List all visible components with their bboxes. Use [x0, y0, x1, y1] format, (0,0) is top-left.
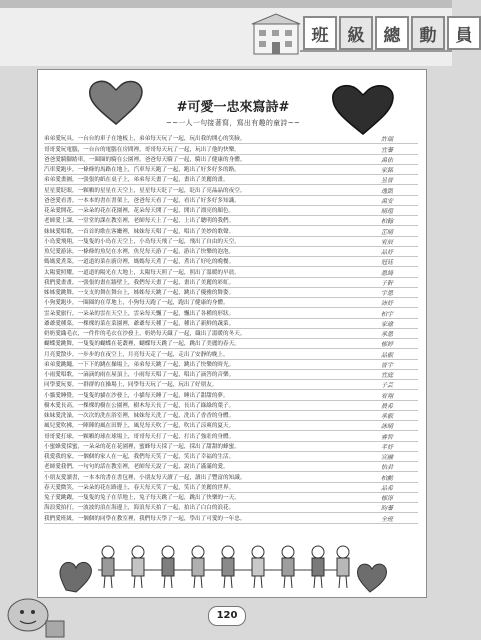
- line-text: 小鳥愛飛翔，一隻隻的小鳥在天空上，小鳥每天飛了一起，飛出了自由的天空。: [44, 238, 240, 245]
- poem-line: [44, 226, 418, 236]
- line-author: 許瑞: [381, 136, 394, 144]
- line-author: 宥辰: [381, 238, 394, 246]
- line-author: 睿哲: [381, 433, 394, 441]
- banner-char: 總: [375, 16, 409, 50]
- poem-line: [44, 155, 418, 165]
- children-holding-hands-illustration: [58, 538, 398, 594]
- line-author: 柏宇: [381, 310, 394, 318]
- line-text: 弟弟愛玩具，一台台的車子在地板上，弟弟每天玩了一起，玩出我的開心的笑臉。: [44, 136, 246, 143]
- line-author: 品叡: [381, 351, 394, 359]
- line-text: 奶奶愛織毛衣，一件件的毛衣在沙發上，奶奶每天織了一起，織出了溫暖的冬天。: [44, 331, 246, 337]
- line-text: 小貓愛睡覺，一隻隻的貓在沙發上，小貓每天睡了一起，睡出了甜甜的夢。: [44, 392, 229, 399]
- class-banner: [303, 16, 481, 50]
- line-text: 蝴蝶愛跳舞，一隻隻的蝴蝶在花叢裡，蝴蝶每天跳了一起，跳出了美麗的春天。: [44, 341, 240, 348]
- poem-line: [44, 165, 418, 175]
- line-author: 子芸: [381, 382, 394, 390]
- line-text: 小雨愛唱歌，一滴滴的雨在屋頂上，小雨每天唱了一起，唱出了滴答的音樂。: [44, 372, 235, 378]
- line-text: 爺爺愛種菜，一棵棵的菜在菜園裡，爺爺每天種了一起，種出了新鮮的蔬菜。: [44, 320, 235, 327]
- line-text: 哥哥愛玩電腦，一台台的電腦在房間裡，哥哥每天玩了一起，玩出了他的快樂。: [44, 146, 240, 153]
- poem-line: [44, 175, 418, 185]
- line-author: 芊妤: [381, 443, 394, 451]
- line-text: 媽媽愛煮菜，一道道的菜在廚房裡，媽媽每天煮了一起，煮出了好吃的晚餐。: [44, 259, 235, 266]
- heart-icon: [86, 78, 146, 128]
- line-text: 弟弟愛畫圖，一張張的紙在桌子上，弟弟每天畫了一起，畫出了美麗的畫。: [44, 177, 229, 184]
- line-author: 冠廷: [381, 259, 394, 267]
- line-author: 晉宇: [381, 361, 394, 369]
- poem-line: [44, 134, 418, 144]
- line-author: 宜庭: [381, 372, 394, 379]
- line-author: 品妤: [381, 249, 394, 256]
- line-text: 海浪愛拍打，一波波的浪在海邊上，海浪每天拍了一起，拍出了白白的浪花。: [44, 505, 235, 512]
- poem-line: [44, 442, 418, 452]
- cartoon-figure-icon: [0, 585, 70, 640]
- poem-line: [44, 370, 418, 380]
- line-author: 沛妤: [381, 300, 394, 308]
- page-number: 120: [208, 606, 246, 626]
- line-text: 小朋友愛讀書，一本本的書在書包裡，小朋友每天讀了一起，讀出了豐富的知識。: [44, 474, 246, 481]
- heart-icon: [328, 82, 398, 138]
- poem-line: [44, 288, 418, 298]
- line-author: 逸凱: [381, 187, 394, 195]
- line-text: 太陽愛照耀，一道道的陽光在大地上，太陽每天照了一起，照出了溫暖的早晨。: [44, 269, 240, 276]
- line-text: 妹妹愛唱歌，一首首的歌在客廳裡，妹妹每天唱了一起，唱出了美妙的歌聲。: [44, 228, 235, 235]
- line-text: 我愛我的家，一個個的家人在一起，我們每天笑了一起，笑出了幸福的生活。: [44, 454, 235, 460]
- line-text: 風兒愛吹拂，一陣陣的風在田野上，風兒每天吹了一起，吹出了涼爽的夏天。: [44, 423, 235, 430]
- line-author: 禹安: [381, 197, 394, 205]
- line-author: 昱晉: [381, 177, 394, 185]
- line-text: 春天愛微笑，一朵朵的花在路邊上，春天每天笑了一起，笑出了美麗的世界。: [44, 484, 235, 491]
- banner-char: 動: [411, 16, 445, 50]
- poem-line: [44, 401, 418, 411]
- header-stripe: [0, 0, 452, 8]
- line-text: 星星愛眨眼，一顆顆的星星在天空上，星星每天眨了一起，眨出了亮晶晶的夜空。: [44, 187, 246, 194]
- poem-line: [44, 462, 418, 472]
- poem-subtitle: ~~一人一句接著寫，寫出有趣的童詩~~: [165, 119, 301, 127]
- poem-line: [44, 329, 418, 339]
- banner-char: 員: [447, 16, 481, 50]
- line-author: 子軒: [381, 279, 394, 287]
- line-text: 同學愛玩耍，一群群的在操場上，同學每天玩了一起，玩出了好朋友。: [44, 382, 218, 389]
- line-text: 妹妹愛洗澡，一次次的洗在浴室裡，妹妹每天洗了一起，洗出了香香的身體。: [44, 413, 235, 419]
- poem-line: [44, 144, 418, 154]
- line-text: 姊姊愛跳舞，一支支的舞在舞台上，姊姊每天跳了一起，跳出了優雅的舞姿。: [44, 290, 235, 296]
- line-text: 魚兒愛游泳，一條條的魚兒在水裡，魚兒每天游了一起，游出了快樂的泡泡。: [44, 249, 235, 255]
- poem-line: [44, 267, 418, 277]
- line-author: 家瑜: [381, 320, 394, 328]
- poem-title: #可愛一忠來寫詩#: [176, 100, 290, 115]
- poem-line: [44, 483, 418, 493]
- page-header: [0, 0, 473, 66]
- poem-line: [44, 472, 418, 482]
- line-text: 樹木愛長高，一棵棵的樹在公園裡，樹木每天長了一起，長出了綠綠的葉子。: [44, 402, 235, 409]
- poem-line: [44, 185, 418, 195]
- line-text: 我們愛畫畫，一張張的畫在牆壁上，我們每天畫了一起，畫出了美麗的彩虹。: [44, 279, 235, 286]
- line-author: 柏勳: [381, 474, 394, 482]
- school-building-icon: [250, 12, 302, 56]
- poem-line: [44, 431, 418, 441]
- poem-line: [44, 216, 418, 226]
- line-text: 小狗愛跑步，一圈圈的在草地上，小狗每天跑了一起，跑出了健康的身體。: [44, 300, 229, 307]
- line-author: 詠晴: [381, 423, 394, 431]
- poem-line: [44, 237, 418, 247]
- line-text: 兔子愛跳躍，一隻隻的兔子在草地上，兔子每天跳了一起，跳出了快樂的一天。: [44, 495, 240, 501]
- poem-line: [44, 360, 418, 370]
- line-text: 哥哥愛打球，一顆顆的球在球場上，哥哥每天打了一起，打出了強壯的身體。: [44, 433, 235, 440]
- poem-line: [44, 503, 418, 513]
- poem-line: [44, 421, 418, 431]
- line-author: 郁婷: [381, 341, 394, 349]
- poem-line: [44, 257, 418, 267]
- poem-line: [44, 513, 418, 523]
- poem-line: [44, 298, 418, 308]
- poem-lines: [44, 134, 418, 524]
- line-author: 怡君: [381, 464, 394, 472]
- line-text: 雲朵愛旅行，一朵朵的雲在天空上，雲朵每天飄了一起，飄出了各種的形狀。: [44, 310, 235, 317]
- line-text: 花朵愛開花，一朵朵的花在花園裡，花朵每天開了一起，開出了漂亮的顏色。: [44, 208, 235, 214]
- line-text: 弟弟愛跳繩，一下下的跳在操場上，弟弟每天跳了一起，跳出了快樂的時光。: [44, 361, 235, 368]
- poem-line: [44, 308, 418, 318]
- line-author: 晨希: [381, 402, 394, 410]
- poem-line: [44, 247, 418, 257]
- line-author: 郁淳: [381, 495, 394, 502]
- line-author: 晴瑄: [381, 208, 394, 215]
- banner-char: 級: [339, 16, 373, 50]
- poem-line: [44, 319, 418, 329]
- poem-line: [44, 349, 418, 359]
- line-text: 老師愛上課，一堂堂的課在教室裡，老師每天上了一起，上出了聰明的我們。: [44, 218, 235, 225]
- line-text: 我們愛班級，一個個的同學在教室裡，我們每天學了一起，學出了可愛的一年忠。: [44, 515, 246, 522]
- line-text: 爸爸愛騎腳踏車，一圈圈的騎在公園裡，爸爸每天騎了一起，騎出了健康的身體。: [44, 156, 246, 163]
- header-divider: [300, 50, 452, 52]
- poem-line: [44, 339, 418, 349]
- line-text: 汽車愛跑步，一條條的馬路在地上，汽車每天跑了一起，跑出了好多好多的路。: [44, 167, 240, 173]
- line-text: 老師愛我們，一句句的話在教室裡，老師每天說了一起，說出了滿滿的愛。: [44, 464, 229, 471]
- line-text: 月亮愛散步，一步步的在夜空上，月亮每天走了一起，走出了安靜的晚上。: [44, 351, 229, 358]
- line-author: 全班: [381, 515, 394, 523]
- line-author: 昀蓁: [381, 505, 394, 513]
- poem-line: [44, 493, 418, 503]
- line-author: 宜蓁: [381, 146, 394, 154]
- line-text: 爸爸愛看書，一本本的書在書架上，爸爸每天看了一起，看出了好多好多知識。: [44, 197, 240, 204]
- line-author: 恩綺: [381, 269, 394, 277]
- line-author: 芷晴: [381, 228, 394, 236]
- poem-line: [44, 206, 418, 216]
- poem-line: [44, 278, 418, 288]
- poem-card: [37, 69, 427, 598]
- line-author: 禹佑: [381, 156, 394, 164]
- poem-line: [44, 390, 418, 400]
- line-author: 品希: [381, 484, 394, 492]
- banner-char: 班: [303, 16, 337, 50]
- poem-line: [44, 380, 418, 390]
- line-author: 承恩: [381, 331, 394, 338]
- line-author: 承叡: [381, 413, 394, 420]
- poem-line: [44, 452, 418, 462]
- poem-line: [44, 196, 418, 206]
- line-author: 宥翔: [381, 392, 394, 400]
- poem-line: [44, 411, 418, 421]
- line-text: 小蜜蜂愛採蜜，一朵朵的花在花園裡，蜜蜂每天採了一起，採出了甜甜的蜂蜜。: [44, 443, 240, 450]
- line-author: 宇恩: [381, 290, 394, 297]
- line-author: 柏翰: [381, 218, 394, 226]
- line-author: 家銘: [381, 167, 394, 174]
- line-author: 宣融: [381, 454, 394, 461]
